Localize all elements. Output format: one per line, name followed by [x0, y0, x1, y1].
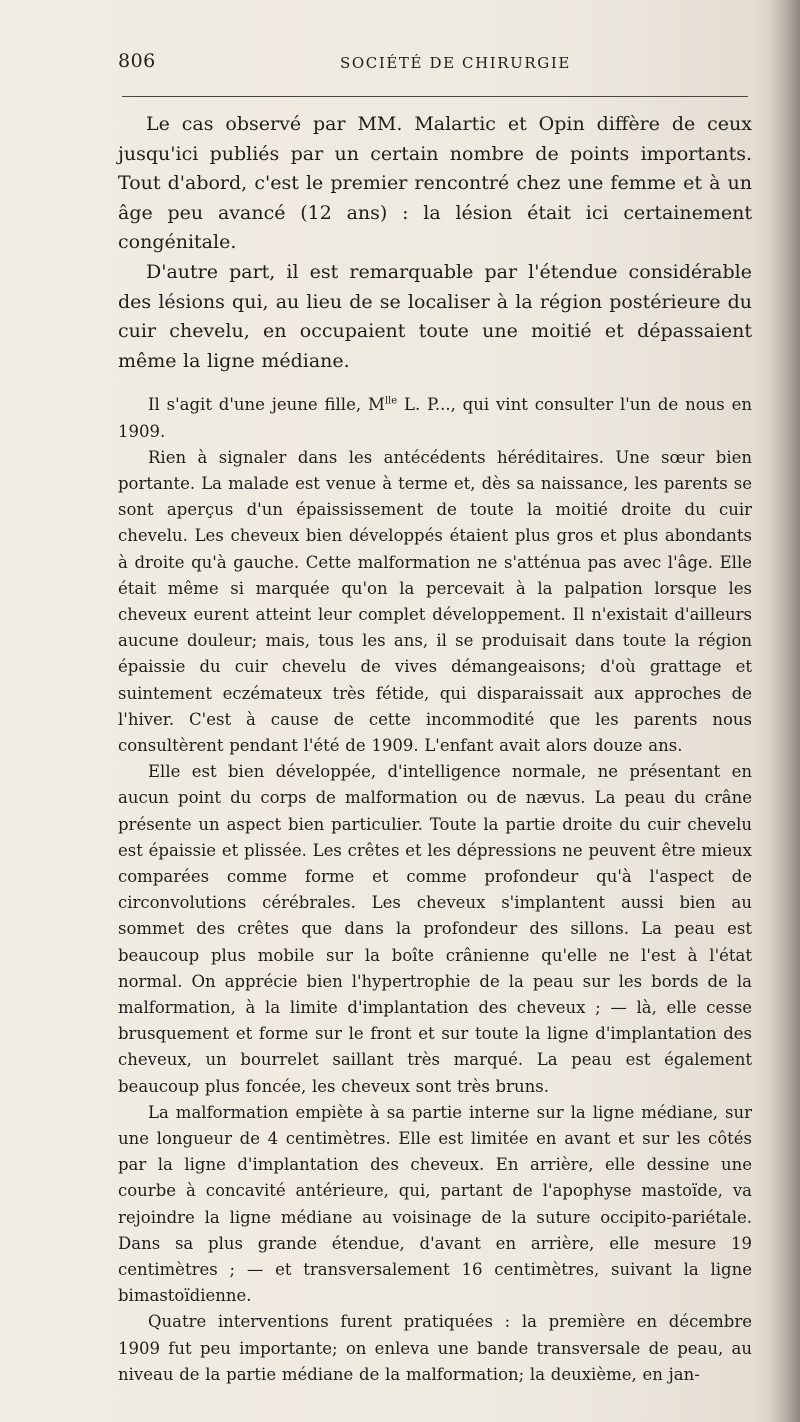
page-header: [118, 50, 750, 80]
paragraph: Rien à signaler dans les antécédents héréditaires. Une sœur bien portante. La malade est venue à terme et, dès sa naissance, les parents se sont aperçus d'un épaississement de toute la moitié droite du cuir chevelu. Les cheveux bien développés étaient plus gros et plus abondants à droite qu'à gauche. Cette malformation ne s'atténua pas avec l'âge. Elle était même si marquée qu'on la percevait à la palpation lorsque les cheveux eurent atteint leur complet développement. Il n'existait d'ailleurs aucune douleur; mais, tous les ans, il se produisait dans toute la région épaissie du cuir chevelu de vives démangeaisons; d'où grattage et suintement eczémateux très fétide, qui disparaissait aux approches de l'hiver. C'est à cause de cette incommodité que les parents nous consultèrent pendant l'été de 1909. L'enfant avait alors douze ans.: [118, 447, 752, 755]
page-gutter-shadow: [770, 0, 800, 1422]
superscript: lle: [384, 395, 398, 407]
intro-section: [118, 110, 752, 376]
paragraph: D'autre part, il est remarquable par l'étendue considérable des lésions qui, au lieu de se localiser à la région postérieure du cuir chevelu, en occupaient toute une moitié et dépassaient même la ligne médiane.: [118, 260, 752, 372]
page-number: 806: [118, 50, 156, 72]
paragraph: Le cas observé par MM. Malartic et Opin diffère de ceux jusqu'ici publiés par un certain nombre de points importants. Tout d'abord, c'est le premier rencontré chez une femme et à un âge peu avancé (12 ans) : la lésion était ici certainement congénitale.: [118, 113, 752, 254]
header-rule: [122, 96, 748, 97]
paragraph: [118, 392, 752, 444]
case-report-section: [118, 392, 752, 1388]
text-run: L. P..., qui vint consulter l'un de nous en 1909.: [118, 395, 752, 441]
paragraph: Elle est bien développée, d'intelligence normale, ne présentant en aucun point du corps de malformation ou de nævus. La peau du crâne présente un aspect bien particulier. Toute la partie droite du cuir chevelu est épaissie et plissée. Les crêtes et les dépressions ne peuvent être mieux comparées comme forme et comme profondeur qu'à l'aspect de circonvolutions cérébrales. Les cheveux s'implantent aussi bien au sommet des crêtes que dans la profondeur des sillons. La peau est beaucoup plus mobile sur la boîte crânienne qu'elle ne l'est à l'état normal. On apprécie bien l'hypertrophie de la peau sur les bords de la malformation, à la limite d'implantation des cheveux ; — là, elle cesse brusquement et forme sur le front et sur toute la ligne d'implantation des cheveux, un bourrelet saillant très marqué. La peau est également beaucoup plus foncée, les cheveux sont très bruns.: [118, 762, 752, 1096]
paragraph: La malformation empiète à sa partie interne sur la ligne médiane, sur une longueur de 4 centimètres. Elle est limitée en avant et sur les côtés par la ligne d'implantation des cheveux. En arrière, elle dessine une courbe à concavité antérieure, qui, partant de l'apophyse mastoïde, va rejoindre la ligne médiane au voisinage de la suture occipito-pariétale. Dans sa plus grande étendue, d'avant en arrière, elle mesure 19 centimètres ; — et transversalement 16 centimètres, suivant la ligne bimastoïdienne.: [118, 1102, 752, 1306]
running-head: SOCIÉTÉ DE CHIRURGIE: [340, 54, 571, 72]
body-text: [118, 110, 752, 1388]
text-run: Il s'agit d'une jeune fille, M: [148, 395, 385, 415]
paragraph: Quatre interventions furent pratiquées : la première en décembre 1909 fut peu importante; on enleva une bande transversale de peau, au niveau de la partie médiane de la malformation; la deuxième, en jan-: [118, 1312, 752, 1384]
